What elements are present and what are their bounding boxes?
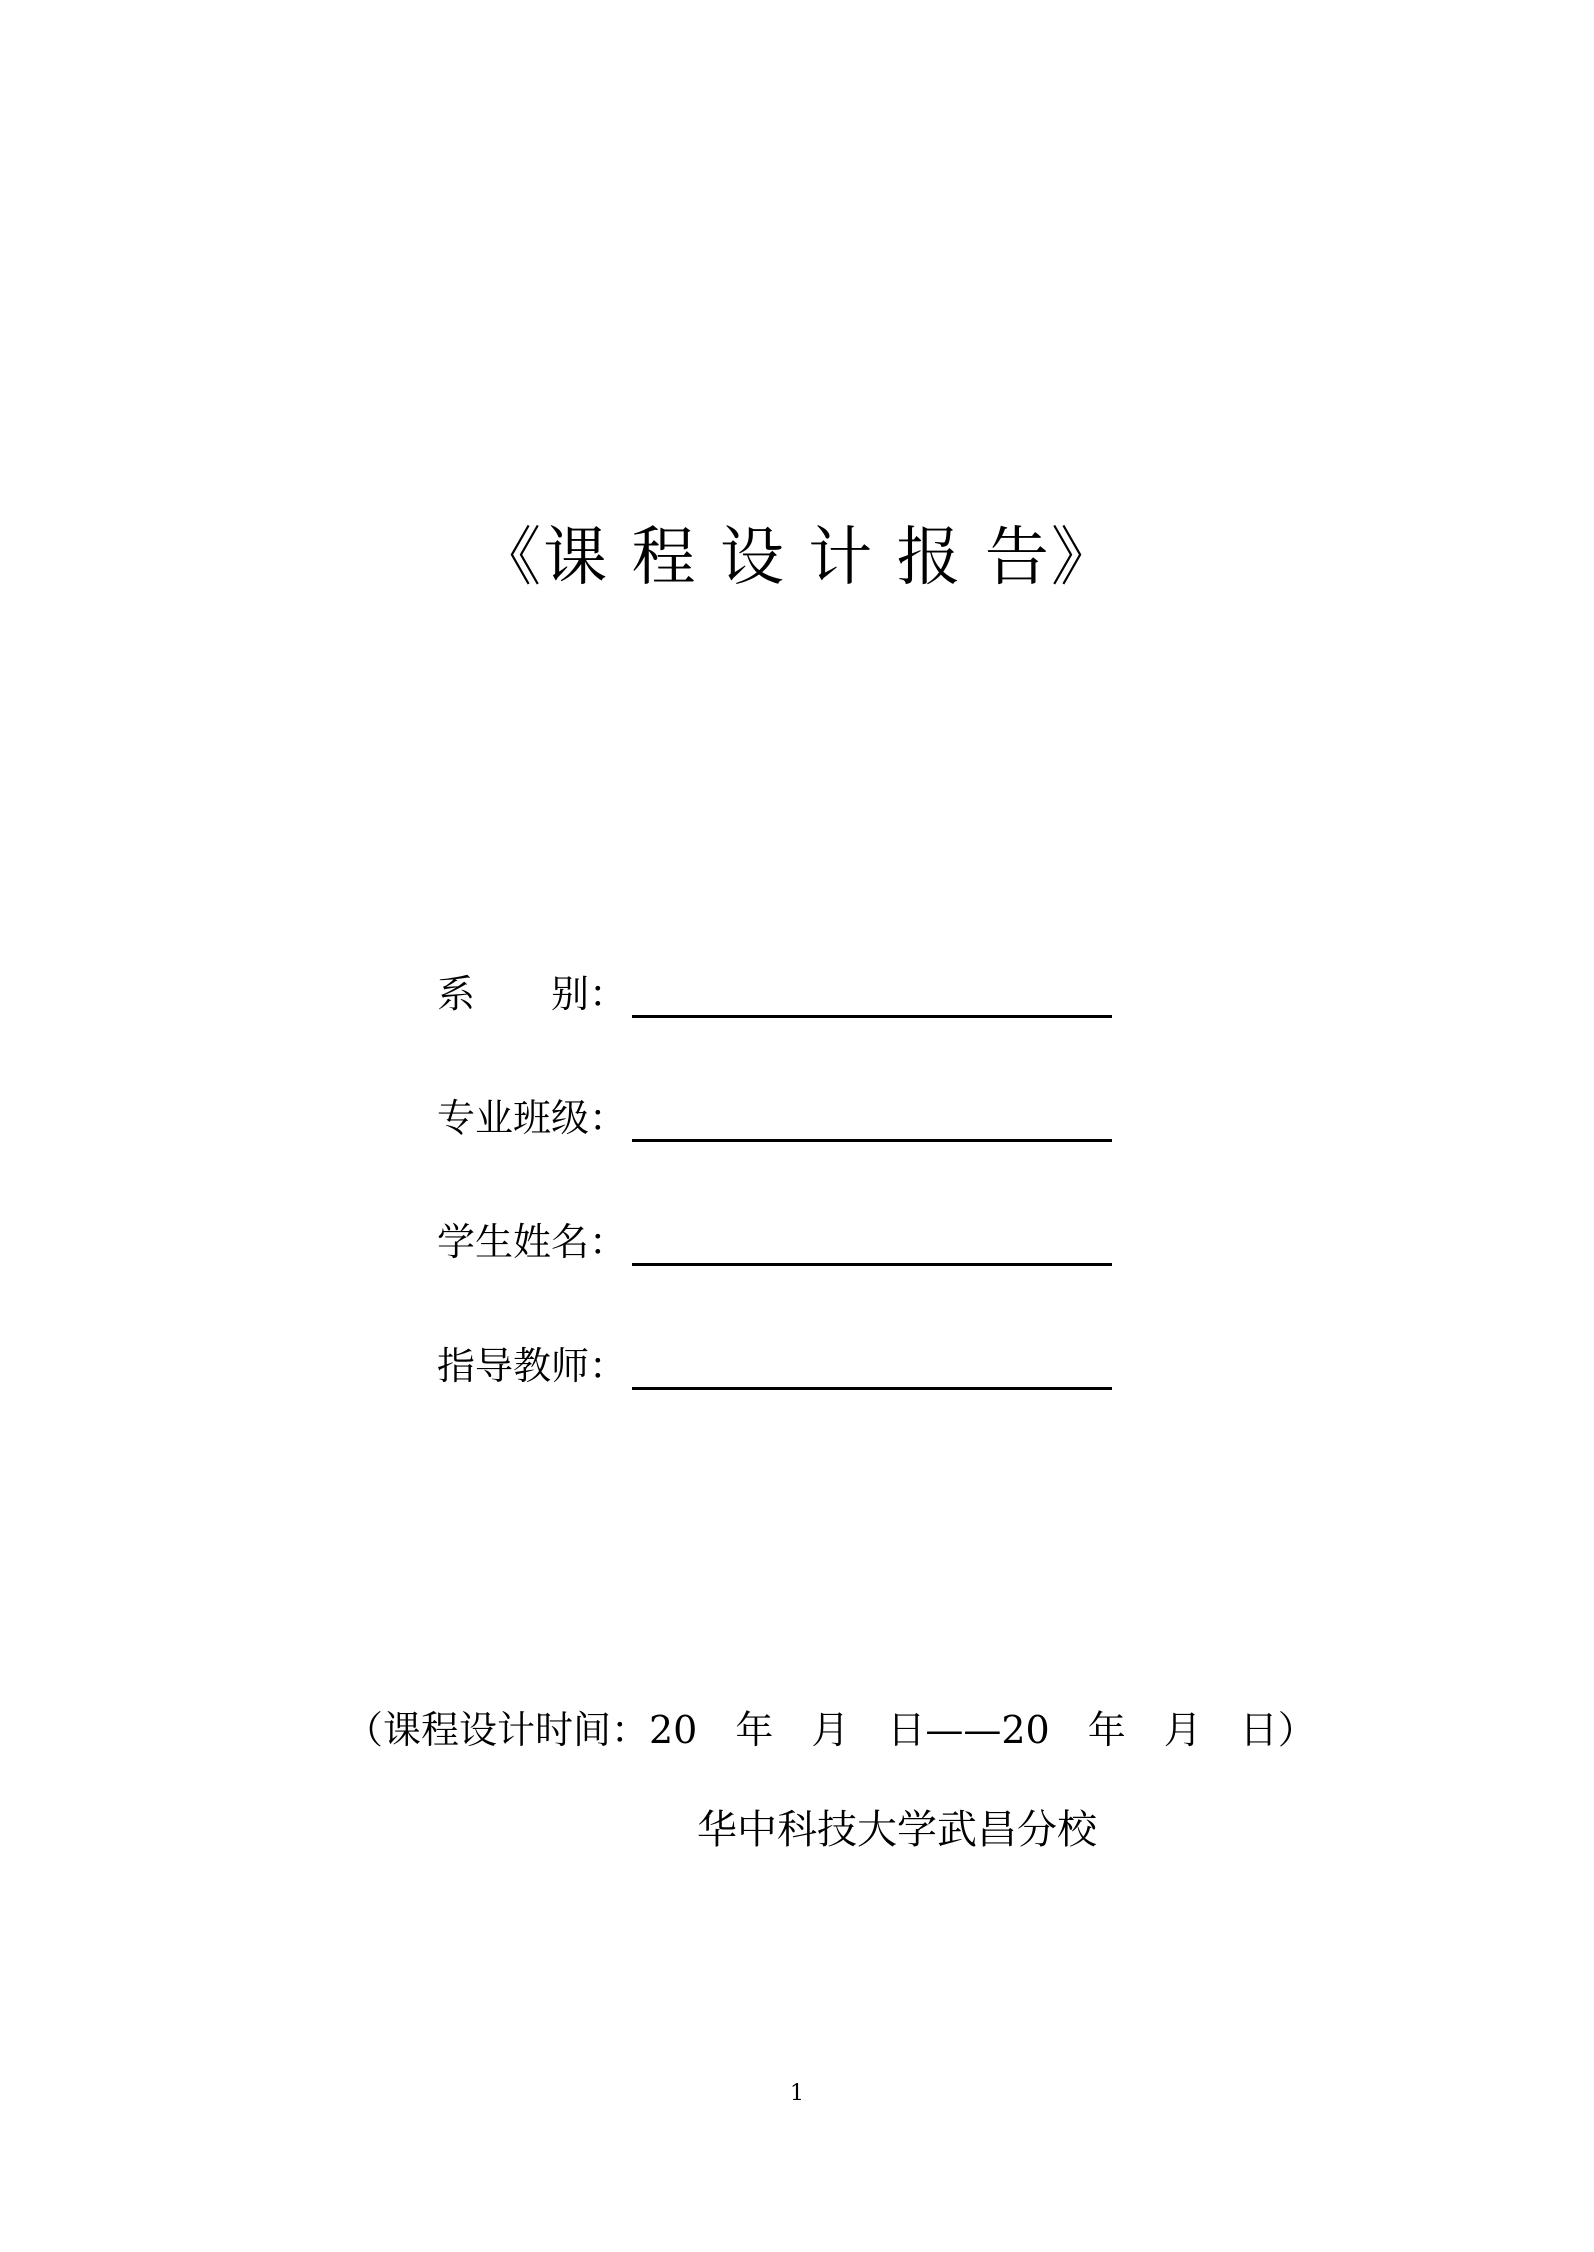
advisor-label: 指导教师： [437, 1344, 628, 1388]
department-field [437, 962, 1112, 1018]
student-name-blank-line [632, 1215, 1112, 1266]
department-blank-line [632, 967, 1112, 1018]
department-label: 系 别： [437, 972, 628, 1016]
student-name-field [437, 1210, 1112, 1266]
design-period: （课程设计时间：20 年 月 日——20 年 月 日） [345, 1708, 1316, 1752]
major-class-blank-line [632, 1091, 1112, 1142]
major-class-field [437, 1086, 1112, 1142]
page-number: 1 [790, 2081, 804, 2106]
student-name-label: 学生姓名： [437, 1220, 628, 1264]
advisor-blank-line [632, 1339, 1112, 1390]
advisor-field [437, 1334, 1112, 1390]
document-title: 《课 程 设 计 报 告》 [477, 521, 1117, 595]
school-name: 华中科技大学武昌分校 [697, 1807, 1097, 1853]
major-class-label: 专业班级： [437, 1096, 628, 1140]
